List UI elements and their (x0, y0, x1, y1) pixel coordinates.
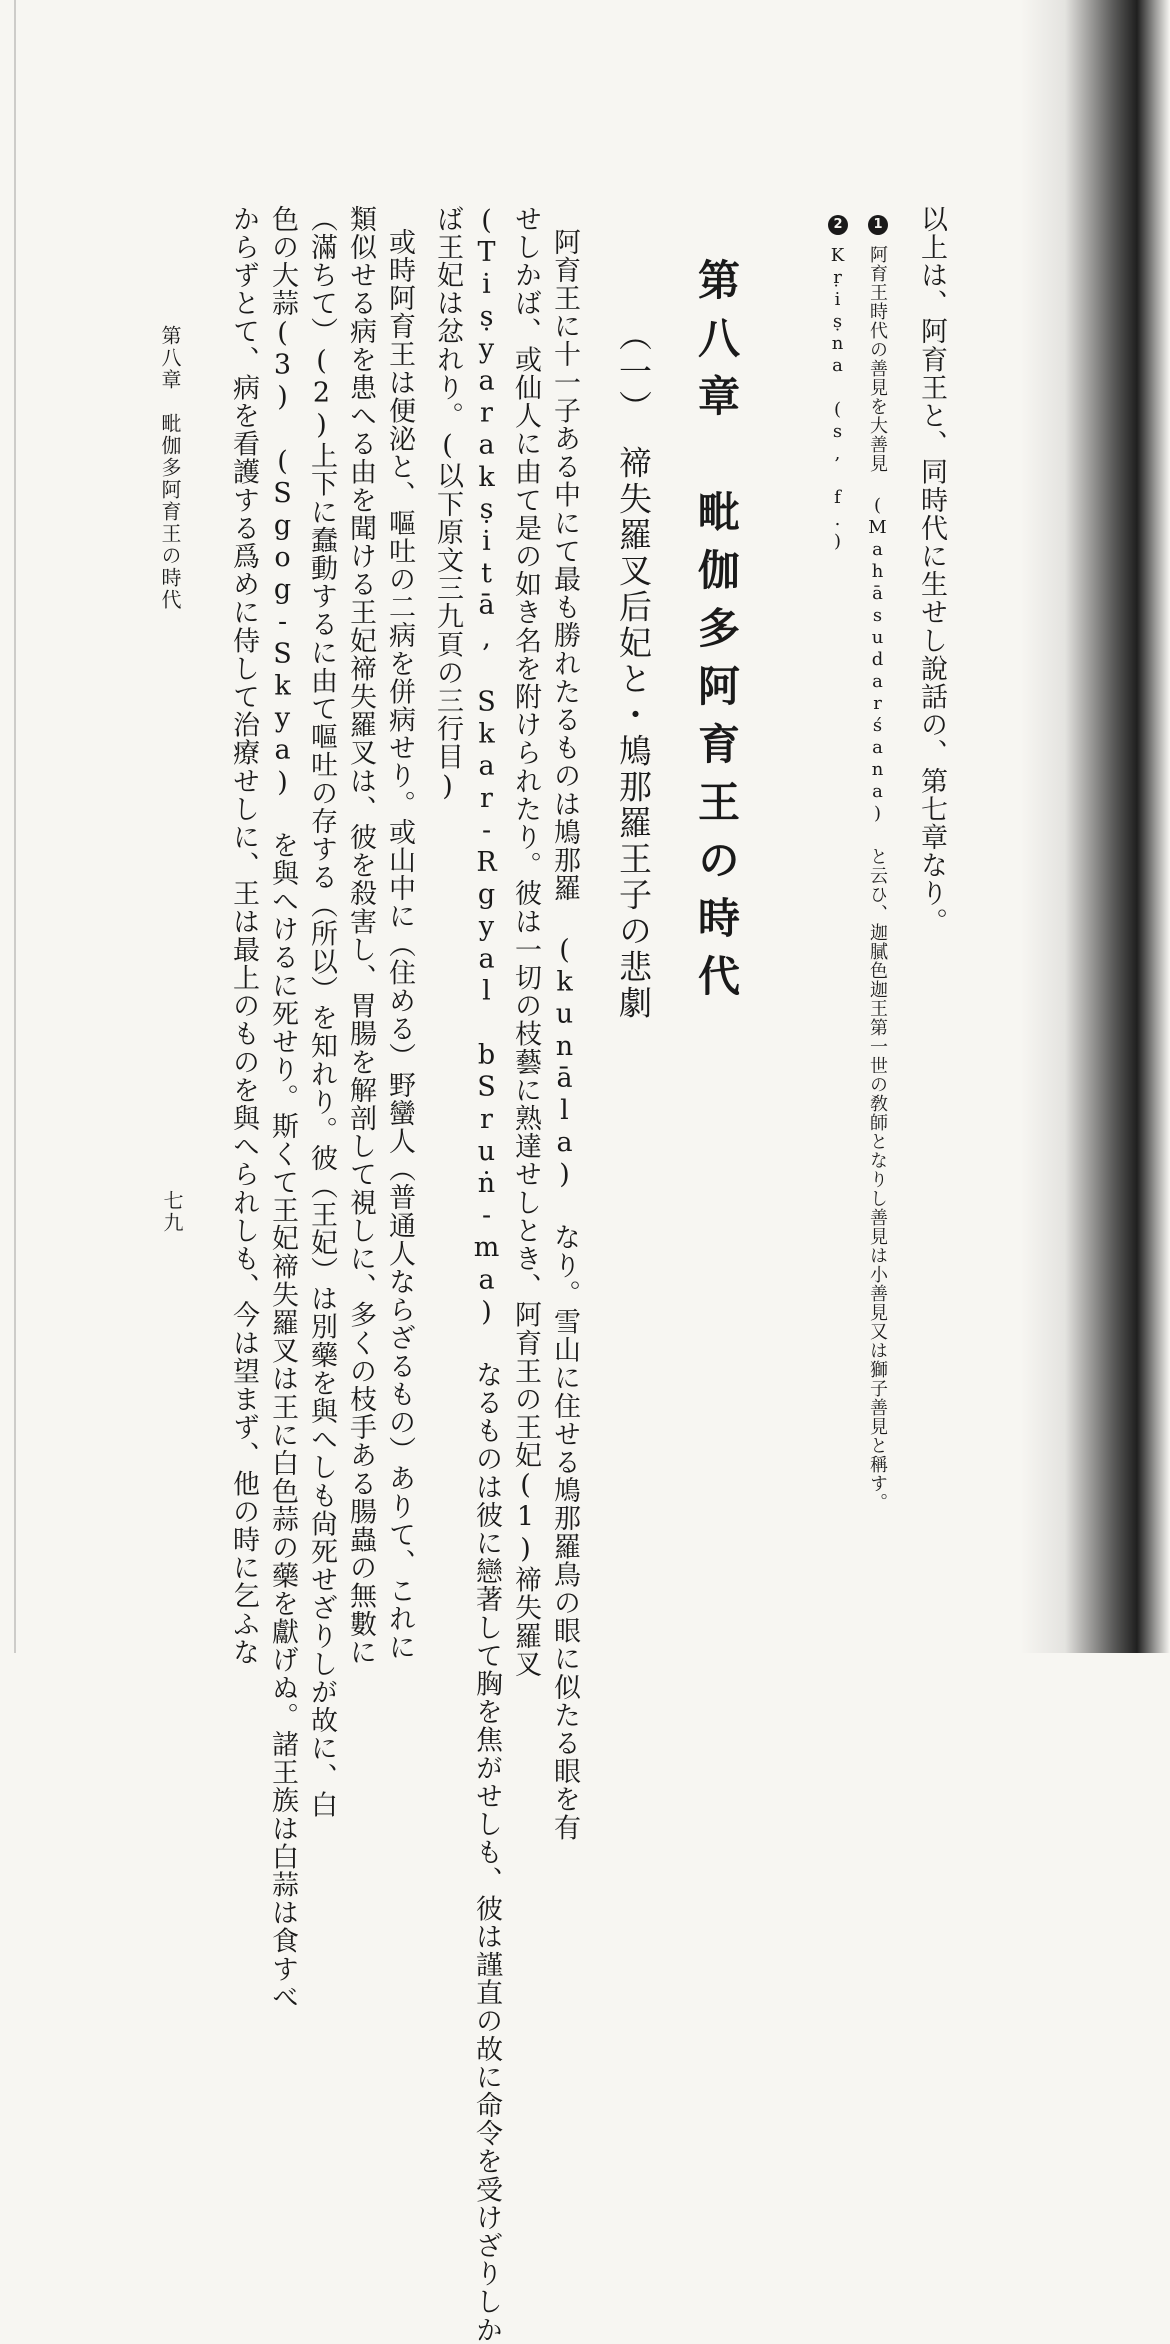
note-1-text: 阿育王時代の善見を大善見 (Mahāsudarśana) と云ひ、迦膩色迦王第一世の敎師となりし善見は小善見又は獅子善見と稱す。 (867, 245, 888, 1512)
running-footer: 第八章 毗伽多阿育王の時代 (158, 325, 182, 611)
note-marker-1: 1 (868, 215, 888, 235)
body-column-4: ば王妃は忿れり。(以下原文三九頁の三行目) (432, 205, 463, 804)
body-column-7: （滿ちて）(2)上下に蠢動するに由て嘔吐の存する（所以）を知れり。彼（王妃）は別藥を與へしも尙死せざりしが故に、白 (306, 205, 337, 1819)
scan-margin-line (14, 0, 16, 1653)
body-column-5: 或時阿育王は便泌と、嘔吐の二病を併病せり。或山中に（住める）野蠻人（普通人ならざるもの）ありて、これに (384, 228, 415, 1662)
body-column-1: 阿育王に十一子ある中にて最も勝れたるものは鳩那羅 (kunāla) なり。雪山に住せる鳩那羅鳥の眼に似たる眼を有 (549, 228, 580, 1842)
intro-line: 以上は、阿育王と、同時代に生せし說話の、第七章なり。 (916, 205, 947, 936)
note-2-text: Kṛiṣna (s, f.) (827, 245, 848, 553)
note-marker-2: 2 (828, 215, 848, 235)
body-column-9: からずとて、病を看護する爲めに侍して治療せしに、王は最上のものを與へられしも、今は望まず、他の時に乞ふな (228, 205, 259, 1667)
page-number: 七九 (160, 1190, 184, 1234)
section-title: （一） 禘失羅叉后妃と・鳩那羅王子の悲劇 (614, 318, 653, 1022)
chapter-title: 第八章 毗伽多阿育王の時代 (692, 258, 741, 1012)
body-column-2: せしかば、或仙人に由て是の如き名を附けられたり。彼は一切の枝藝に熟達せしとき、阿育王の王妃(1)禘失羅叉 (510, 205, 541, 1679)
body-column-3: (Tiṣyarakṣitā, Skar-Rgyal bSruṅ-ma) なるものは彼に戀著して胸を焦がせしも、彼は謹直の故に命令を受けざりしか (471, 205, 502, 2344)
body-column-8: 色の大蒜(3) (Sgog-Skya) を與へけるに死せり。斯くて王妃禘失羅叉は王に白色蒜の藥を獻げぬ。諸王族は白蒜は食すべ (267, 205, 298, 2012)
binding-shadow (1020, 0, 1170, 1653)
body-column-6: 類似せる病を患へる由を聞ける王妃禘失羅叉は、彼を殺害し、胃腸を解剖して視しに、多くの枝手ある腸蟲の無數に (345, 205, 376, 1667)
